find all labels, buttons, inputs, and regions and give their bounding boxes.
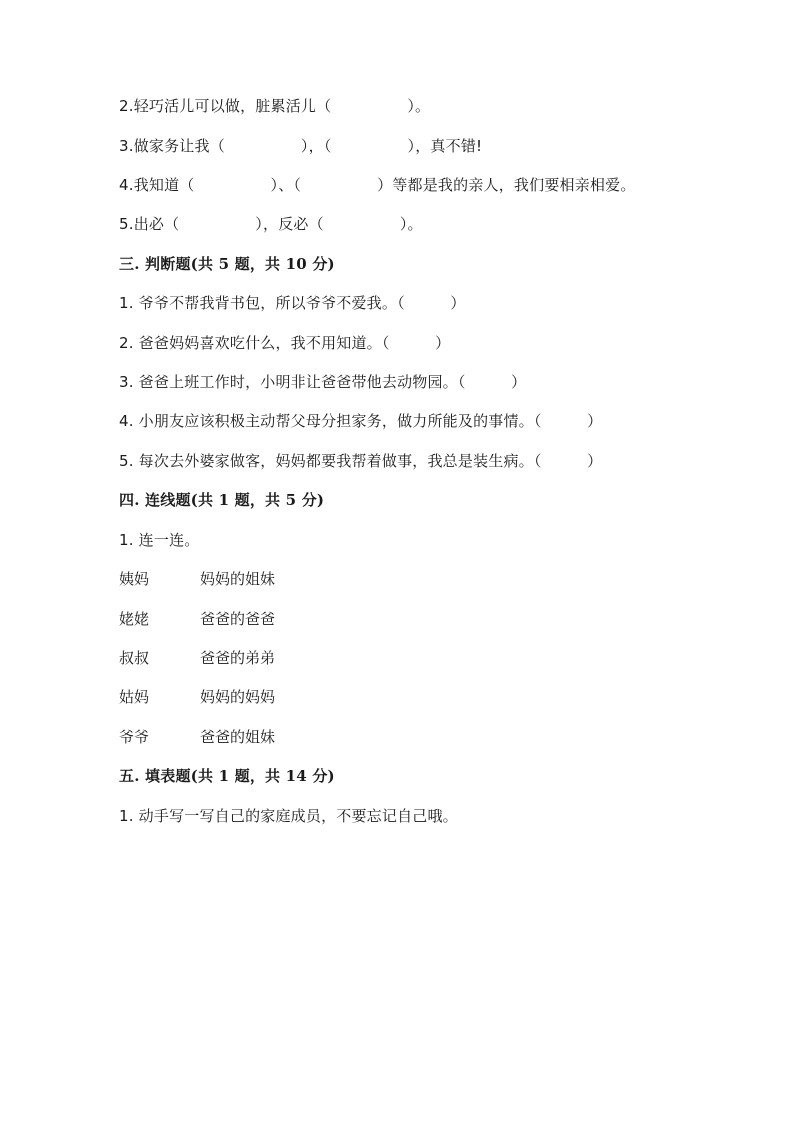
fill-question-5: 5.出必（ ），反必（ ）。 <box>119 215 423 233</box>
fill-question-4: 4.我知道（ ）、（ ）等都是我的亲人，我们要相亲相爱。 <box>119 176 636 194</box>
match-right-item: 爸爸的弟弟 <box>200 649 276 667</box>
match-right-item: 妈妈的姐妹 <box>200 570 276 588</box>
fill-question-2: 2.轻巧活儿可以做，脏累活儿（ ）。 <box>119 97 431 115</box>
judge-question-2: 2. 爸爸妈妈喜欢吃什么，我不用知道。（ ） <box>119 334 451 352</box>
judge-question-4: 4. 小朋友应该积极主动帮父母分担家务，做力所能及的事情。（ ） <box>119 412 603 430</box>
match-right-item: 爸爸的姐妹 <box>200 728 276 746</box>
match-left-item: 爷爷 <box>119 728 150 746</box>
section-5-heading: 五. 填表题(共 1 题，共 14 分) <box>119 767 335 785</box>
judge-question-5: 5. 每次去外婆家做客，妈妈都要我帮着做事，我总是装生病。（ ） <box>119 452 603 470</box>
match-left-item: 姑妈 <box>119 688 150 706</box>
match-left-item: 叔叔 <box>119 649 150 667</box>
match-left-item: 姨妈 <box>119 570 150 588</box>
match-question-1: 1. 连一连。 <box>119 531 200 549</box>
fill-question-3: 3.做家务让我（ ），（ ），真不错! <box>119 137 483 155</box>
match-left-item: 姥姥 <box>119 610 150 628</box>
judge-question-1: 1. 爷爷不帮我背书包，所以爷爷不爱我。（ ） <box>119 294 466 312</box>
section-3-heading: 三. 判断题(共 5 题，共 10 分) <box>119 255 335 273</box>
table-question-1: 1. 动手写一写自己的家庭成员，不要忘记自己哦。 <box>119 807 458 825</box>
match-right-item: 爸爸的爸爸 <box>200 610 276 628</box>
section-4-heading: 四. 连线题(共 1 题，共 5 分) <box>119 491 325 509</box>
match-right-item: 妈妈的妈妈 <box>200 688 276 706</box>
judge-question-3: 3. 爸爸上班工作时，小明非让爸爸带他去动物园。（ ） <box>119 373 527 391</box>
